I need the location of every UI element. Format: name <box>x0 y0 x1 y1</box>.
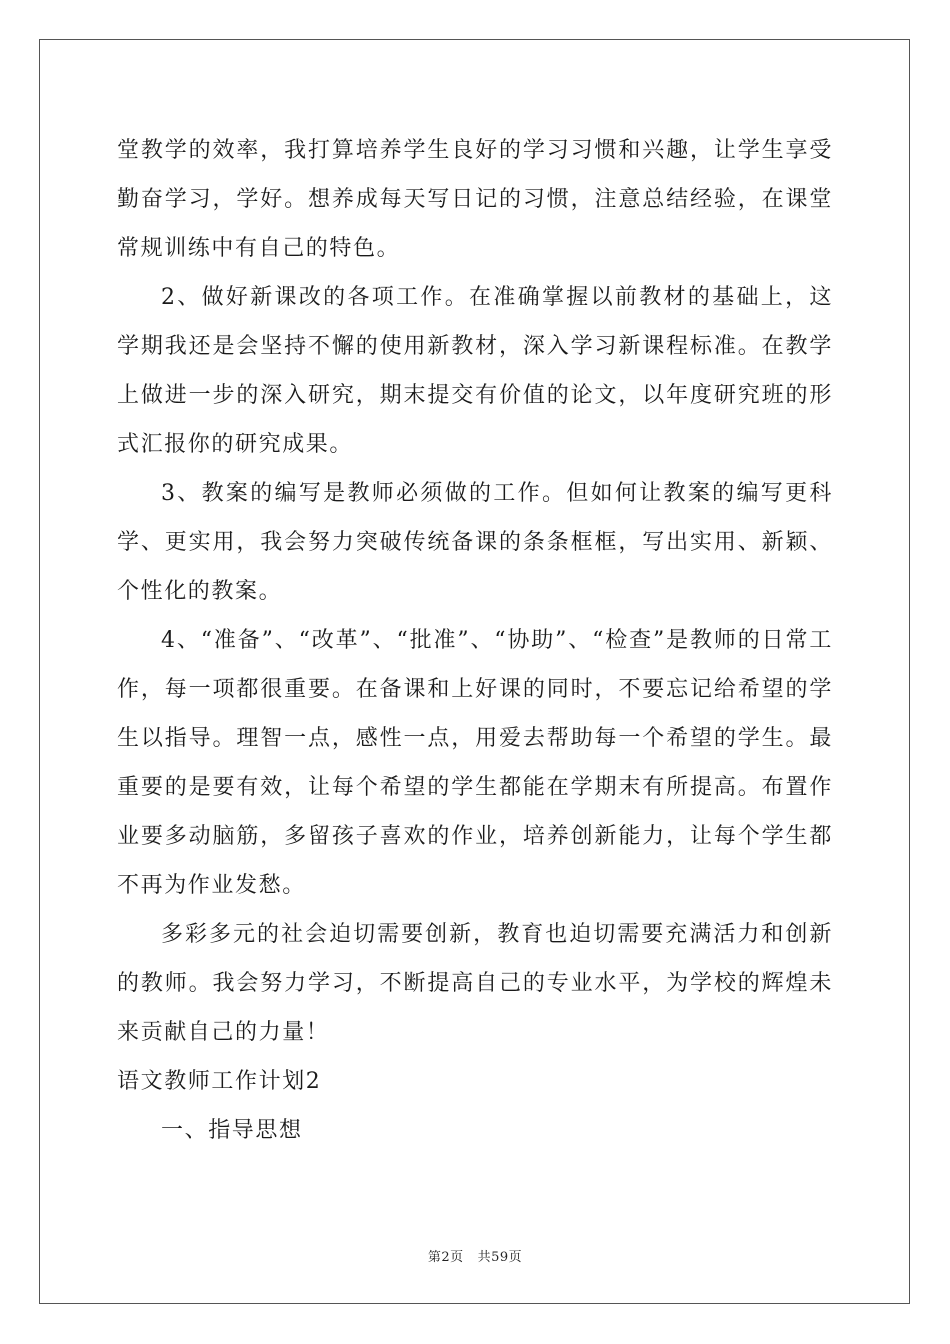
paragraph-item-3: 3、教案的编写是教师必须做的工作。但如何让教案的编写更科学、更实用，我会努力突破传统备课的条条框框，写出实用、新颖、个性化的教案。 <box>117 481 833 604</box>
page-total: 共59页 <box>477 1250 523 1265</box>
paragraph-item-4: 4、“准备”、“改革”、“批准”、“协助”、“检查”是教师的日常工作，每一项都很重要。在备课和上好课的同时，不要忘记给希望的学生以指导。理智一点，感性一点，用爱去帮助每一个希望的学生。最重要的是要有效，让每个希望的学生都能在学期末有所提高。布置作业要多动脑筋，多留孩子喜欢的作业，培养创新能力，让每个学生都不再为作业发愁。 <box>117 628 833 898</box>
subsection-title: 一、指导思想 <box>161 1118 303 1143</box>
paragraph-conclusion: 多彩多元的社会迫切需要创新，教育也迫切需要充满活力和创新的教师。我会努力学习，不断提高自己的专业水平，为学校的辉煌未来贡献自己的力量！ <box>117 922 833 1045</box>
section-title: 语文教师工作计划2 <box>117 1069 322 1094</box>
page-number: 第2页 <box>427 1250 464 1265</box>
paragraph-item-2: 2、做好新课改的各项工作。在准确掌握以前教材的基础上，这学期我还是会坚持不懈的使用新教材，深入学习新课程标准。在教学上做进一步的深入研究，期末提交有价值的论文，以年度研究班的形式汇报你的研究成果。 <box>117 285 833 457</box>
document-body <box>117 126 833 1155</box>
paragraph-continuation: 堂教学的效率，我打算培养学生良好的学习习惯和兴趣，让学生享受勤奋学习，学好。想养成每天写日记的习惯，注意总结经验，在课堂常规训练中有自己的特色。 <box>117 138 833 261</box>
page-footer <box>0 1246 950 1265</box>
